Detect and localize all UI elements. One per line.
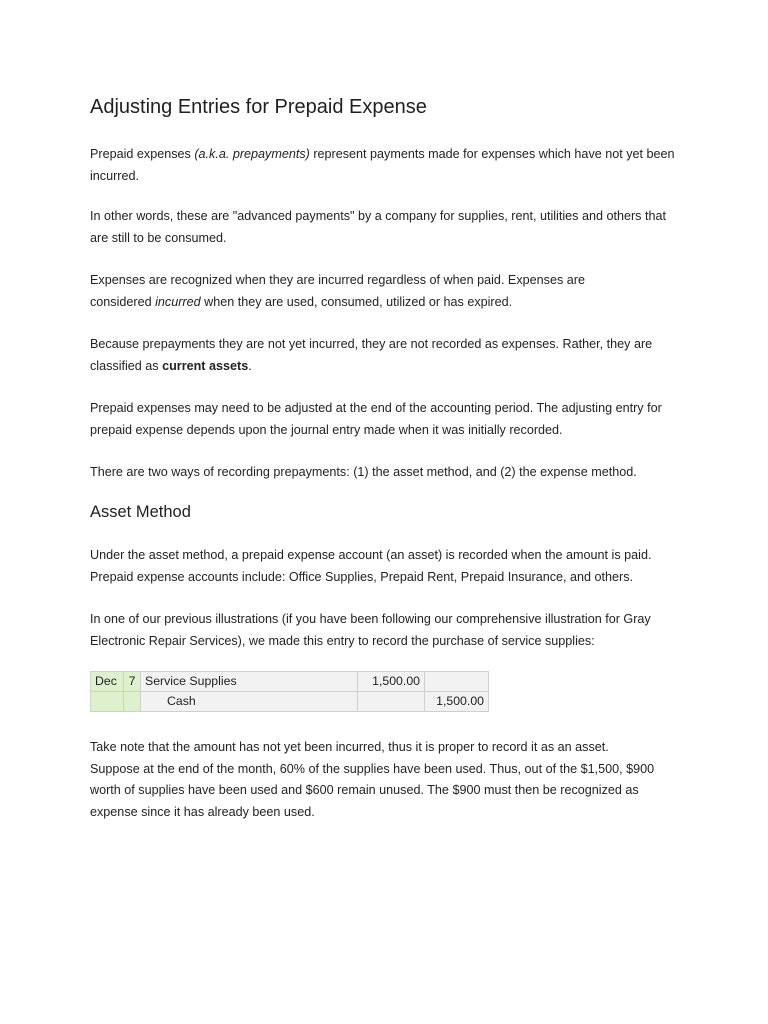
line: are still to be consumed. xyxy=(90,230,227,245)
date-day-cell xyxy=(124,692,141,712)
line: Suppose at the end of the month, 60% of the supplies have been used. Thus, out of the $1,500, $900 xyxy=(90,761,655,776)
line: Prepaid expense accounts include: Office Supplies, Prepaid Rent, Prepaid Insurance, and others. xyxy=(90,569,634,584)
text: Prepaid expenses xyxy=(90,147,195,161)
date-month-cell: Dec xyxy=(91,672,124,692)
text: considered xyxy=(90,294,156,309)
section-heading-asset-method: Asset Method xyxy=(90,503,191,521)
debit-cell xyxy=(358,692,425,712)
line: In other words, these are "advanced payments" by a company for supplies, rent, utilities and others that xyxy=(90,209,666,223)
line: Take note that the amount has not yet been incurred, thus it is proper to record it as an asset. xyxy=(90,740,609,754)
journal-entry-table xyxy=(90,671,489,712)
italic-text: (a.k.a. prepayments) xyxy=(194,147,310,161)
italic-text: incurred xyxy=(155,294,201,309)
paragraph-adjusting-entry xyxy=(90,398,680,441)
paragraph-advanced-payments xyxy=(90,206,680,249)
debit-cell: 1,500.00 xyxy=(358,672,425,692)
text: when they are used, consumed, utilized or has expired. xyxy=(200,294,513,309)
line: In one of our previous illustrations (if you have been following our comprehensive illustration for Gray xyxy=(90,612,651,626)
line: Under the asset method, a prepaid expense account (an asset) is recorded when the amount is paid. xyxy=(90,548,652,562)
paragraph-prepaid-definition xyxy=(90,144,680,187)
date-month-cell xyxy=(91,692,124,712)
credit-cell: 1,500.00 xyxy=(425,692,489,712)
line: incurred. xyxy=(90,168,139,183)
line: There are two ways of recording prepayments: (1) the asset method, and (2) the expense method. xyxy=(90,465,637,479)
date-day-cell: 7 xyxy=(124,672,141,692)
line xyxy=(90,292,680,314)
account-cell: Cash xyxy=(141,692,358,712)
line: prepaid expense depends upon the journal entry made when it was initially recorded. xyxy=(90,422,563,437)
line xyxy=(90,356,680,378)
line: Expenses are recognized when they are incurred regardless of when paid. Expenses are xyxy=(90,273,585,287)
line: expense since it has already been used. xyxy=(90,804,315,819)
paragraph-supplies-used xyxy=(90,737,680,823)
line: Electronic Repair Services), we made this entry to record the purchase of service supplies: xyxy=(90,633,595,648)
table-row xyxy=(91,692,489,712)
credit-cell xyxy=(425,672,489,692)
line xyxy=(90,144,680,166)
paragraph-current-assets xyxy=(90,334,680,377)
line: Prepaid expenses may need to be adjusted at the end of the accounting period. The adjusting entry for xyxy=(90,401,662,415)
line: worth of supplies have been used and $600 remain unused. The $900 must then be recognized as xyxy=(90,783,639,797)
text: classified as xyxy=(90,358,163,373)
page-title: Adjusting Entries for Prepaid Expense xyxy=(90,96,427,118)
account-cell: Service Supplies xyxy=(141,672,358,692)
text: . xyxy=(248,358,252,373)
paragraph-two-ways xyxy=(90,462,680,484)
line: Because prepayments they are not yet incurred, they are not recorded as expenses. Rather, they are xyxy=(90,337,653,351)
paragraph-asset-method xyxy=(90,545,680,588)
text: represent payments made for expenses which have not yet been xyxy=(309,147,675,161)
table-row xyxy=(91,672,489,692)
paragraph-expenses-recognized xyxy=(90,270,680,313)
bold-text: current assets xyxy=(162,358,249,373)
paragraph-previous-illustration xyxy=(90,609,680,652)
